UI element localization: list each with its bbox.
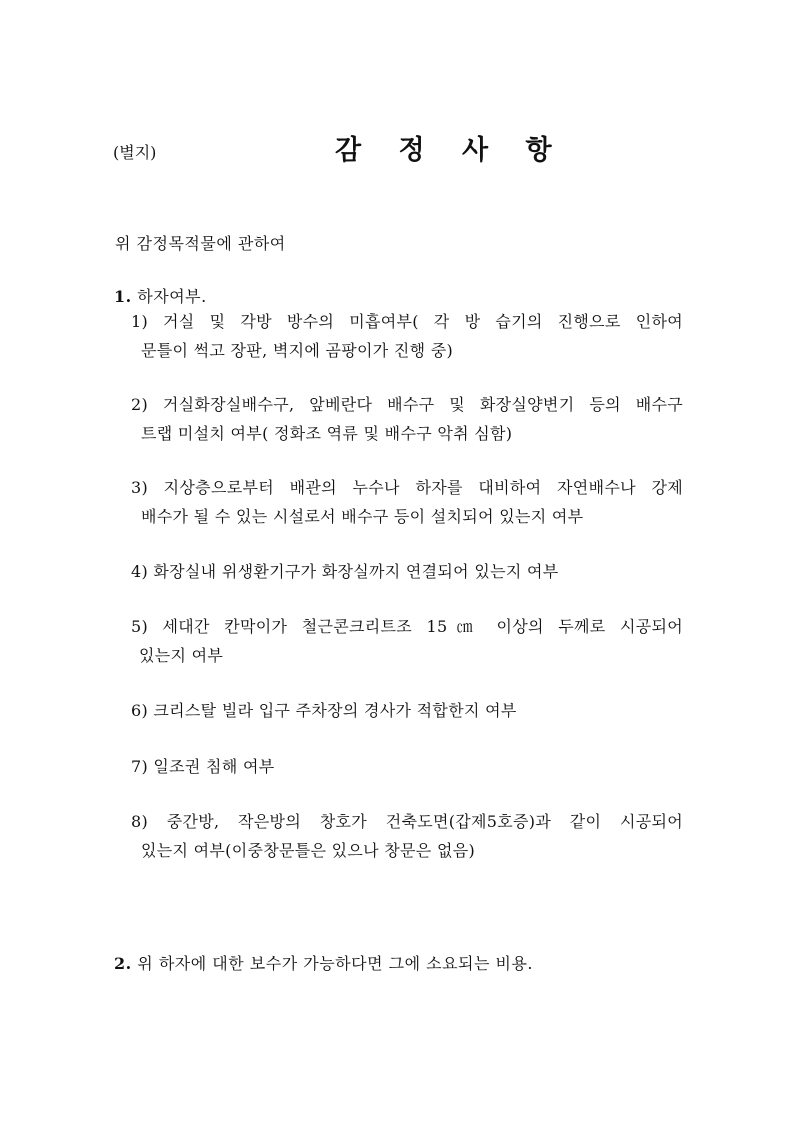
section-number: 2. bbox=[114, 954, 132, 973]
list-item-2 bbox=[131, 390, 683, 448]
list-item-line: 8) 중간방, 작은방의 창호가 건축도면(갑제5호증)과 같이 시공되어 bbox=[131, 812, 683, 831]
list-item-8 bbox=[131, 807, 683, 865]
list-item-line: 7) 일조권 침해 여부 bbox=[131, 757, 275, 776]
list-item-line: 4) 화장실내 위생환기구가 화장실까지 연결되어 있는지 여부 bbox=[131, 562, 559, 581]
list-item-line: 5) 세대간 칸막이가 철근콘크리트조 15㎝ 이상의 두께로 시공되어 bbox=[131, 617, 683, 636]
intro-text: 위 감정목적물에 관하여 bbox=[115, 234, 286, 253]
list-item-continuation: 있는지 여부 bbox=[139, 646, 224, 665]
list-item-line: 1) 거실 및 각방 방수의 미흡여부( 각 방 습기의 진행으로 인하여 bbox=[131, 312, 683, 331]
list-item-continuation: 배수가 될 수 있는 시설로서 배수구 등이 설치되어 있는지 여부 bbox=[141, 507, 584, 526]
list-item-7 bbox=[131, 752, 683, 781]
list-item-4 bbox=[131, 557, 683, 586]
list-item-continuation: 문틀이 썩고 장판, 벽지에 곰팡이가 진행 중) bbox=[141, 341, 454, 360]
list-item-line: 3) 지상층으로부터 배관의 누수나 하자를 대비하여 자연배수나 강제 bbox=[131, 478, 683, 497]
section-number: 1. bbox=[114, 287, 132, 306]
list-item-continuation: 트랩 미설치 여부( 정화조 역류 및 배수구 악취 심함) bbox=[141, 424, 513, 443]
list-item-3 bbox=[131, 473, 683, 531]
annex-label: (별지) bbox=[113, 143, 157, 162]
document-title: 감 정 사 항 bbox=[335, 135, 566, 166]
list-item-6 bbox=[131, 696, 683, 725]
section-2-heading bbox=[114, 951, 533, 974]
section-title: 하자여부. bbox=[137, 287, 207, 306]
list-item-line: 6) 크리스탈 빌라 입구 주차장의 경사가 적합한지 여부 bbox=[131, 701, 517, 720]
list-item-5 bbox=[131, 612, 683, 670]
section-1-heading bbox=[114, 284, 207, 307]
section-title: 위 하자에 대한 보수가 가능하다면 그에 소요되는 비용. bbox=[137, 954, 534, 973]
list-item-line: 2) 거실화장실배수구, 앞베란다 배수구 및 화장실양변기 등의 배수구 bbox=[131, 395, 683, 414]
list-item-1 bbox=[131, 307, 683, 365]
list-item-continuation: 있는지 여부(이중창문틀은 있으나 창문은 없음) bbox=[141, 841, 475, 860]
